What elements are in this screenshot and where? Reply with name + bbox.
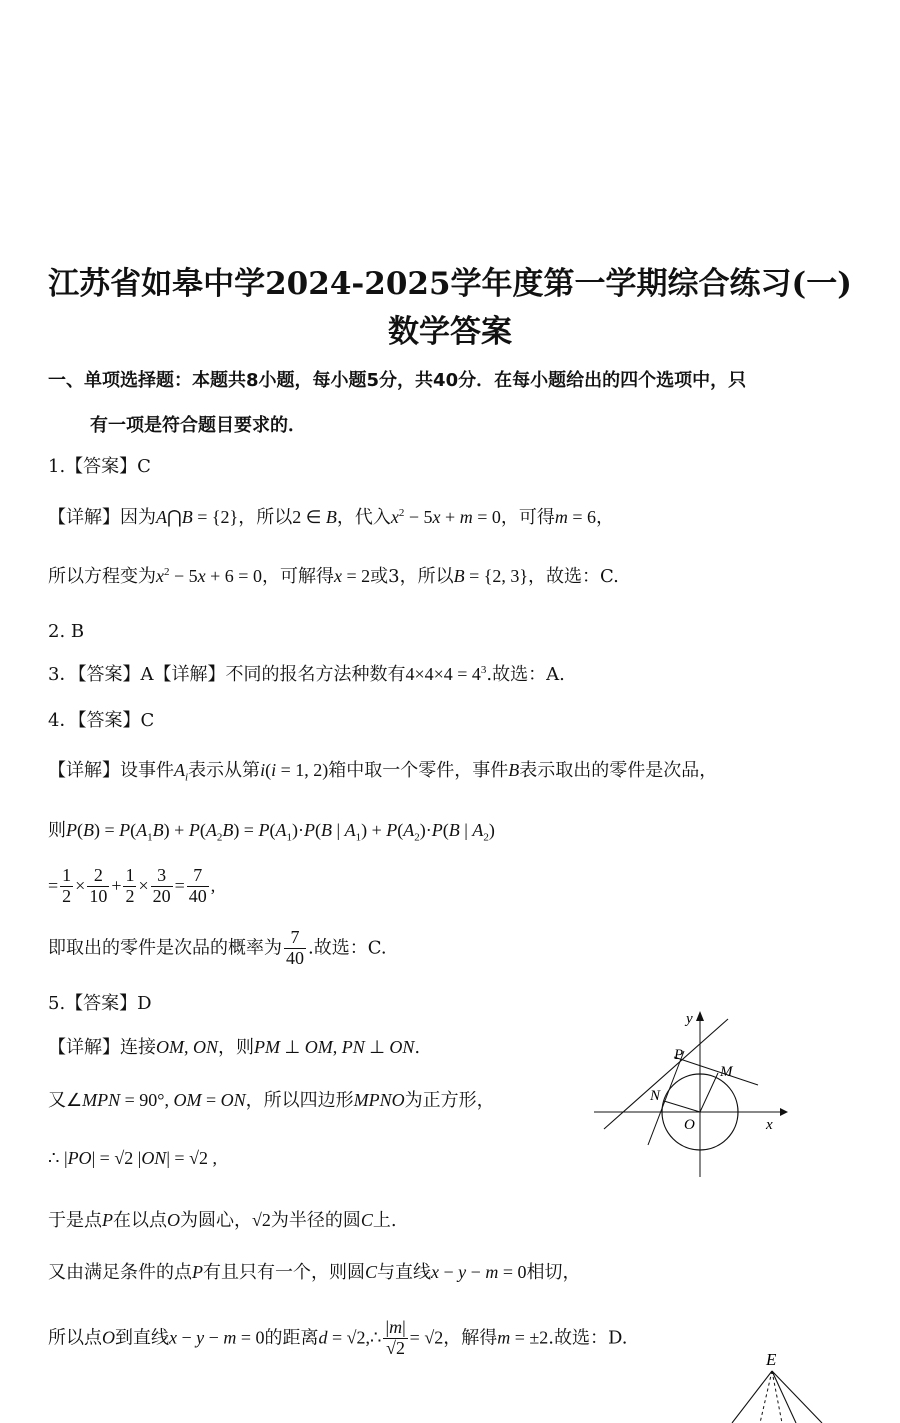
tangent-pm (674, 1057, 758, 1085)
y-axis-arrow (696, 1011, 704, 1021)
math-expr: A (156, 507, 167, 527)
q4-detail-line4: 即取出的零件是次品的概率为 $\frac{7}{40}$ .故选：C. (48, 927, 387, 968)
q5-detail-line1: 【详解】连接OM, ON，则PM ⊥ OM, PN ⊥ ON. (48, 1037, 421, 1058)
section-heading-line1: 一、单项选择题：本题共8小题，每小题5分，共40分．在每小题给出的四个选项中，只 (48, 370, 747, 391)
q2-answer: 2. B (48, 621, 85, 642)
q5-detail-line4: 于是点P在以点O为圆心，√2为半径的圆C上. (48, 1210, 397, 1231)
q5-detail-line3: ∴ |PO| = √2 |ON| = √2 , (48, 1148, 217, 1168)
q1-answer: 1.【答案】C (48, 456, 151, 477)
q4-answer: 4．【答案】C (48, 710, 155, 731)
edge-right (772, 1371, 822, 1423)
label-o: O (684, 1117, 695, 1133)
document-subtitle: 数学答案 (388, 314, 512, 350)
label-y: y (686, 1011, 693, 1027)
q4-detail-line1: 【详解】设事件$A_i$表示从第i(i = 1, 2)箱中取一个零件，事件B表示取出的零件是次品， (48, 760, 718, 784)
segment-om (700, 1073, 718, 1112)
document-title: 江苏省如皋中学2024-2025学年度第一学期综合练习(一) (48, 266, 852, 302)
edge-front (772, 1371, 796, 1423)
q5-detail-line5: 又由满足条件的点P有且只有一个，则圆C与直线x − y − m = 0相切， (48, 1262, 581, 1283)
label-e: E (766, 1350, 777, 1369)
section-heading-line2: 有一项是符合题目要求的． (90, 415, 306, 436)
q4-detail-line2: 则$P(B) = P(A_1B) + P(A_2B) = P(A_1)\cdot P(B$ | $A_1) + P(A_2)\cdot P(B$ | $A_2$) (48, 820, 495, 844)
label-m: M (720, 1064, 733, 1080)
q3-line: 3．【答案】A【详解】不同的报名方法种数有$4\times 4\times 4 = 4^3$.故选：A. (48, 664, 565, 685)
q5-answer: 5.【答案】D (48, 993, 152, 1014)
x-axis-arrow (780, 1108, 788, 1116)
q5-detail-line2: 又∠MPN = 90°, OM = ON，所以四边形MPNO为正方形， (48, 1090, 495, 1111)
q4-detail-line3: = $\frac{1}{2}$ × $\frac{2}{10}$ + $\frac{1}{2}$ × $\frac{3}{20}$ = $\frac{7}{40}$ , (48, 865, 216, 906)
circle-tangent-figure (588, 1005, 788, 1185)
label-n: N (650, 1088, 661, 1104)
pyramid-figure (720, 1345, 830, 1423)
q1-detail-line1: 【详解】因为A⋂B = {2}，所以2 ∈ B，代入$x^2 - 5x + m = 0$，可得m = 6， (48, 507, 615, 528)
label-p: P (674, 1047, 684, 1063)
q5-detail-line6: 所以点O到直线x − y − m = 0的距离d = √2,∴ $\frac{|m|}{√2}$ = √2，解得m = ±2.故选：D. (48, 1317, 628, 1358)
label-x: x (766, 1117, 773, 1133)
section-heading (48, 366, 858, 392)
q1-detail-line2: 所以方程变为$x^2 - 5x + 6 = 0$，可解得x = 2或3，所以B = {2, 3}，故选：C. (48, 566, 619, 587)
section-heading-cont (90, 411, 900, 437)
segment-on (664, 1101, 700, 1112)
edge-hidden-2 (772, 1371, 782, 1423)
